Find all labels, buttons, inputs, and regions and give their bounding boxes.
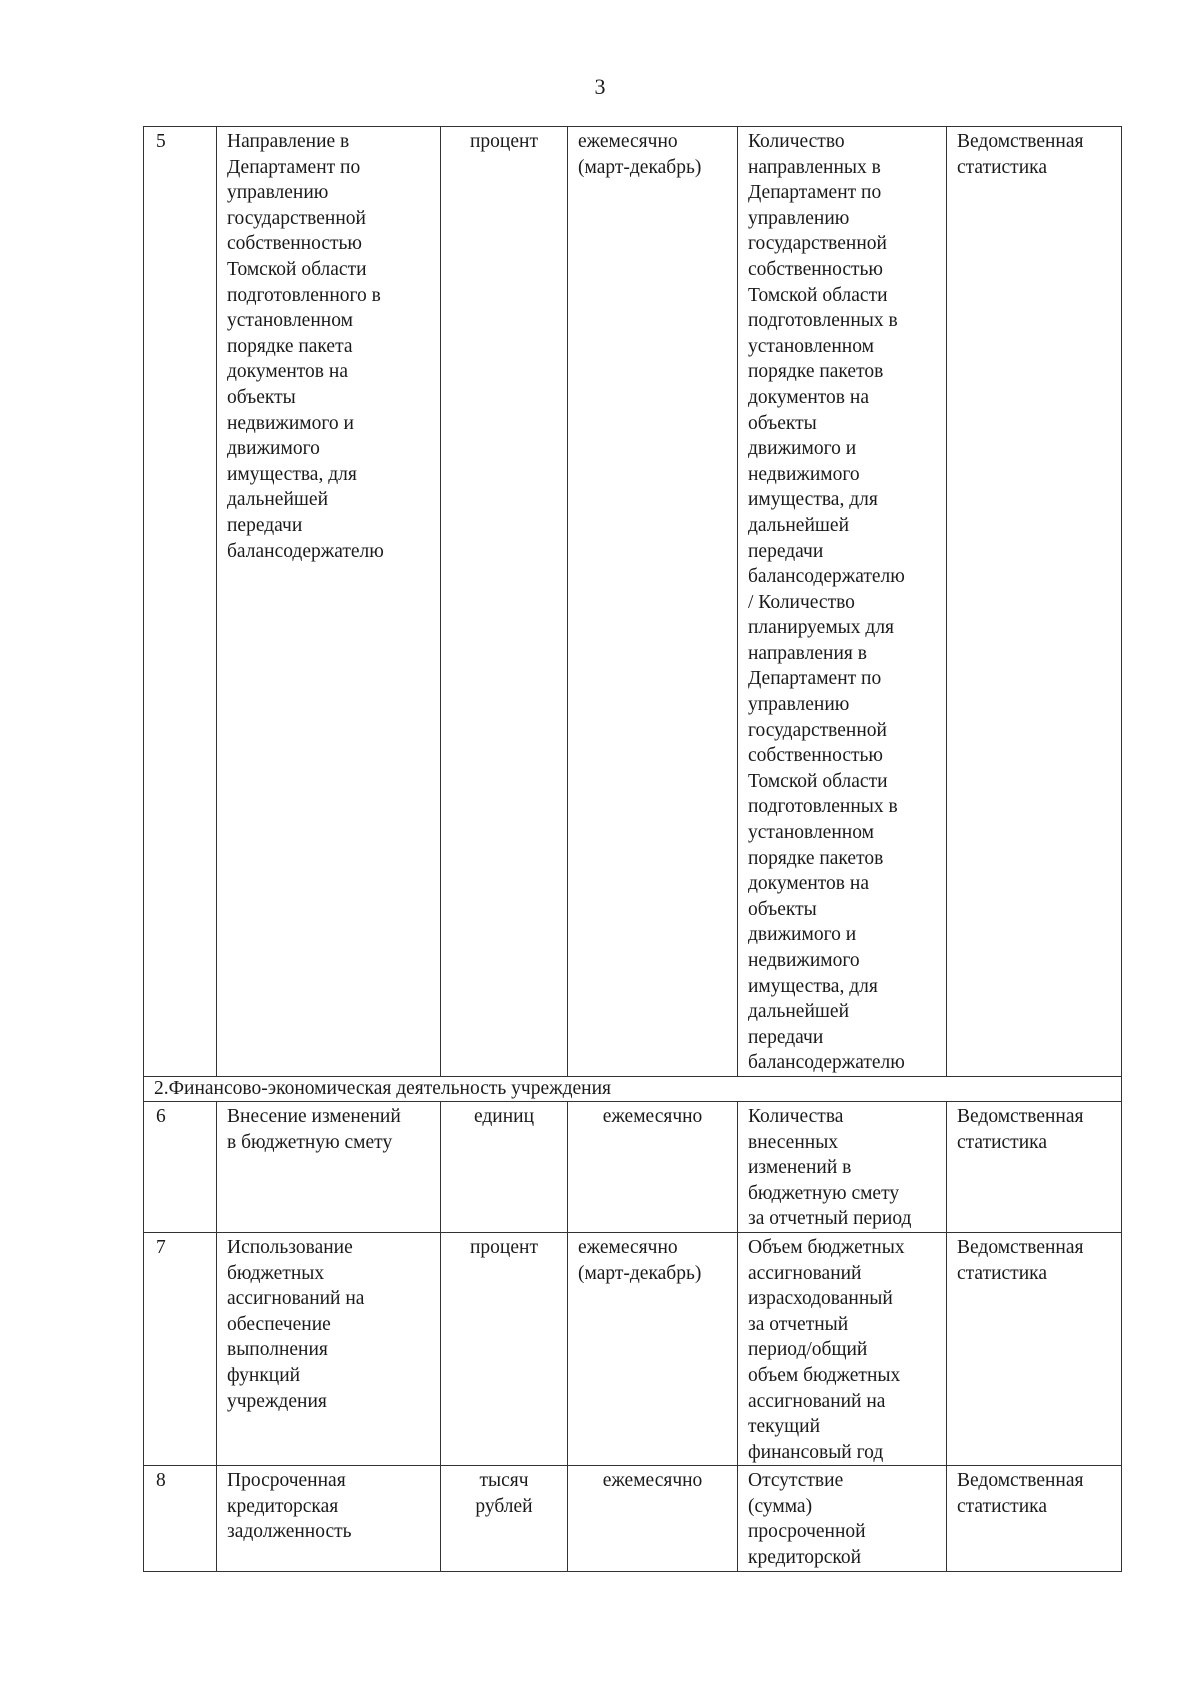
indicator-name: Внесение изменений в бюджетную смету <box>217 1101 441 1232</box>
unit-of-measure: тысяч рублей <box>441 1466 568 1571</box>
indicator-name: Просроченная кредиторская задолженность <box>217 1466 441 1571</box>
indicator-name: Направление в Департамент по управлению государственной собственностью Томской области подготовленного в установленном порядке пакета документов на объекты недвижимого и движимого имущества, для дальнейшей передачи балансодержателю <box>217 127 441 1077</box>
indicator-name: Использование бюджетных ассигнований на обеспечение выполнения функций учреждения <box>217 1232 441 1465</box>
frequency: ежемесячно <box>568 1101 738 1232</box>
table-row <box>144 127 1122 1077</box>
table-row <box>144 1466 1122 1571</box>
data-source: Ведомственная статистика <box>947 1101 1122 1232</box>
unit-of-measure: единиц <box>441 1101 568 1232</box>
row-number: 5 <box>144 127 217 1077</box>
row-number: 8 <box>144 1466 217 1571</box>
data-source: Ведомственная статистика <box>947 1466 1122 1571</box>
unit-of-measure: процент <box>441 127 568 1077</box>
indicators-table <box>143 126 1122 1572</box>
calculation-formula: Количество направленных в Департамент по управлению государственной собственностью Томской области подготовленных в установленном порядке пакетов документов на объекты движимого и недвижимого имущества, для дальнейшей передачи балансодержателю / Количество планируемых для направления в Департамент по управлению государственной собственностью Томской области подготовленных в установленном порядке пакетов документов на объекты движимого и недвижимого имущества, для дальнейшей передачи балансодержателю <box>738 127 947 1077</box>
table-row <box>144 1101 1122 1232</box>
unit-of-measure: процент <box>441 1232 568 1465</box>
page-number: 3 <box>594 74 606 99</box>
frequency: ежемесячно <box>568 1466 738 1571</box>
calculation-formula: Отсутствие (сумма) просроченной кредиторской <box>738 1466 947 1571</box>
frequency: ежемесячно (март-декабрь) <box>568 127 738 1077</box>
calculation-formula: Объем бюджетных ассигнований израсходованный за отчетный период/общий объем бюджетных ассигнований на текущий финансовый год <box>738 1232 947 1465</box>
data-source: Ведомственная статистика <box>947 127 1122 1077</box>
calculation-formula: Количества внесенных изменений в бюджетную смету за отчетный период <box>738 1101 947 1232</box>
table-row <box>144 1232 1122 1465</box>
row-number: 6 <box>144 1101 217 1232</box>
data-source: Ведомственная статистика <box>947 1232 1122 1465</box>
frequency: ежемесячно (март-декабрь) <box>568 1232 738 1465</box>
row-number: 7 <box>144 1232 217 1465</box>
section-title: 2.Финансово-экономическая деятельность учреждения <box>144 1076 1122 1101</box>
section-header-row <box>144 1076 1122 1101</box>
